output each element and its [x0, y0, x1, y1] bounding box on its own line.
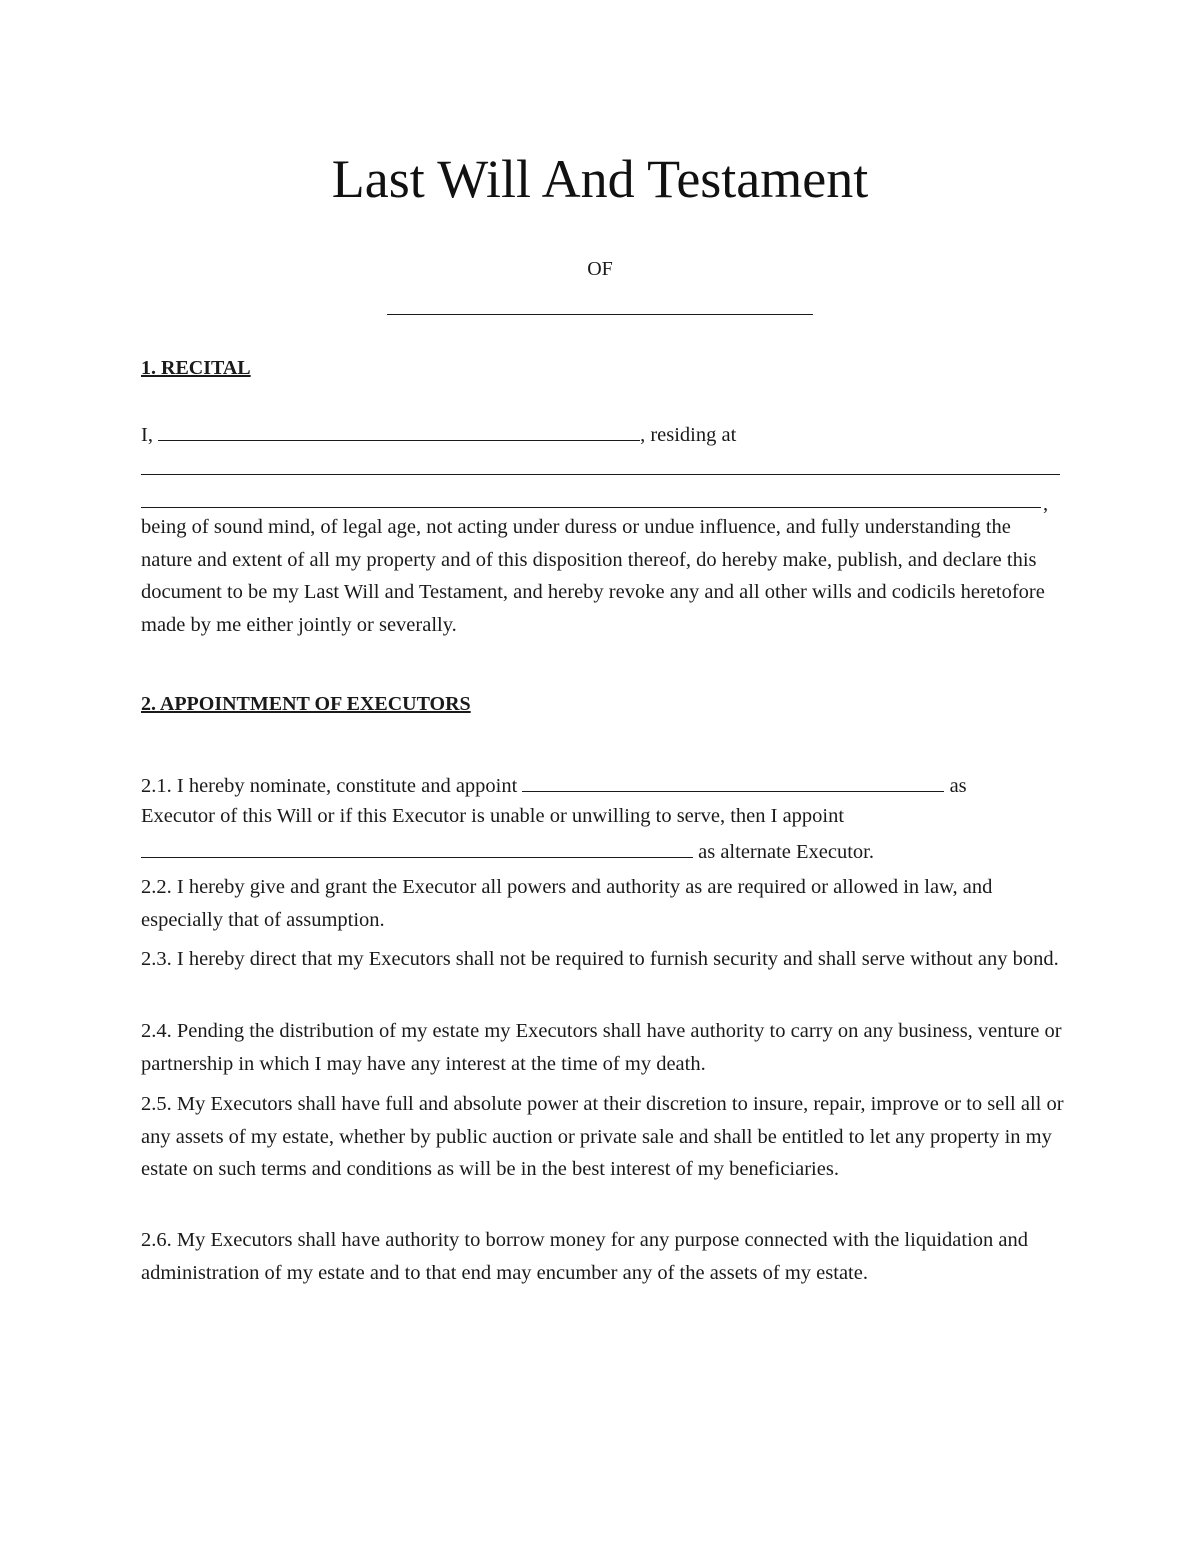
- recital-residing-label: , residing at: [640, 424, 737, 446]
- alternate-executor-blank[interactable]: [141, 837, 693, 858]
- clause-2-1-line-3: [141, 837, 874, 864]
- recital-name-blank[interactable]: [158, 420, 640, 441]
- section-heading-executors: 2. APPOINTMENT OF EXECUTORS: [141, 693, 471, 715]
- recital-i-prefix: I,: [141, 424, 153, 446]
- address-blank-line-2[interactable]: [141, 507, 1041, 508]
- clause-2-4: 2.4. Pending the distribution of my estate my Executors shall have authority to carry on any business, venture or partnership in which I may have any interest at the time of my death.: [141, 1020, 1062, 1075]
- clause-2-5: 2.5. My Executors shall have full and absolute power at their discretion to insure, repair, improve or to sell all or any assets of my estate, whether by public auction or private sale and shall be entitled to let any property in my estate on such terms and conditions as will be in the best interest of my beneficiaries.: [141, 1093, 1064, 1180]
- clause-2-1-as: as: [949, 775, 967, 797]
- clause-2-1-alternate: as alternate Executor.: [698, 841, 874, 863]
- section-heading-recital: 1. RECITAL: [141, 357, 251, 379]
- clause-2-3: 2.3. I hereby direct that my Executors shall not be required to furnish security and shall serve without any bond.: [141, 948, 1059, 970]
- recital-name-line: [141, 420, 736, 447]
- clause-2-2: 2.2. I hereby give and grant the Executor all powers and authority as are required or allowed in law, and especially that of assumption.: [141, 876, 993, 931]
- clause-2-1-line-2: Executor of this Will or if this Executor is unable or unwilling to serve, then I appoint: [141, 805, 845, 827]
- address-blank-line-1[interactable]: [141, 474, 1060, 475]
- executor-name-blank[interactable]: [522, 771, 944, 792]
- clause-2-1-line-1: [141, 771, 967, 798]
- recital-body: being of sound mind, of legal age, not acting under duress or undue influence, and fully understanding the nature and extent of all my property and of this disposition thereof, do hereby make, publish, and declare this document to be my Last Will and Testament, and hereby revoke any and all other wills and codicils heretofore made by me either jointly or severally.: [141, 516, 1045, 636]
- clause-2-6: 2.6. My Executors shall have authority to borrow money for any purpose connected with the liquidation and administration of my estate and to that end may encumber any of the assets of my estate.: [141, 1229, 1028, 1284]
- of-label: OF: [587, 258, 613, 280]
- testator-name-blank[interactable]: [387, 314, 813, 315]
- clause-2-1-prefix: 2.1. I hereby nominate, constitute and appoint: [141, 775, 518, 797]
- document-title: Last Will And Testament: [331, 149, 869, 209]
- address-comma: ,: [1043, 493, 1049, 515]
